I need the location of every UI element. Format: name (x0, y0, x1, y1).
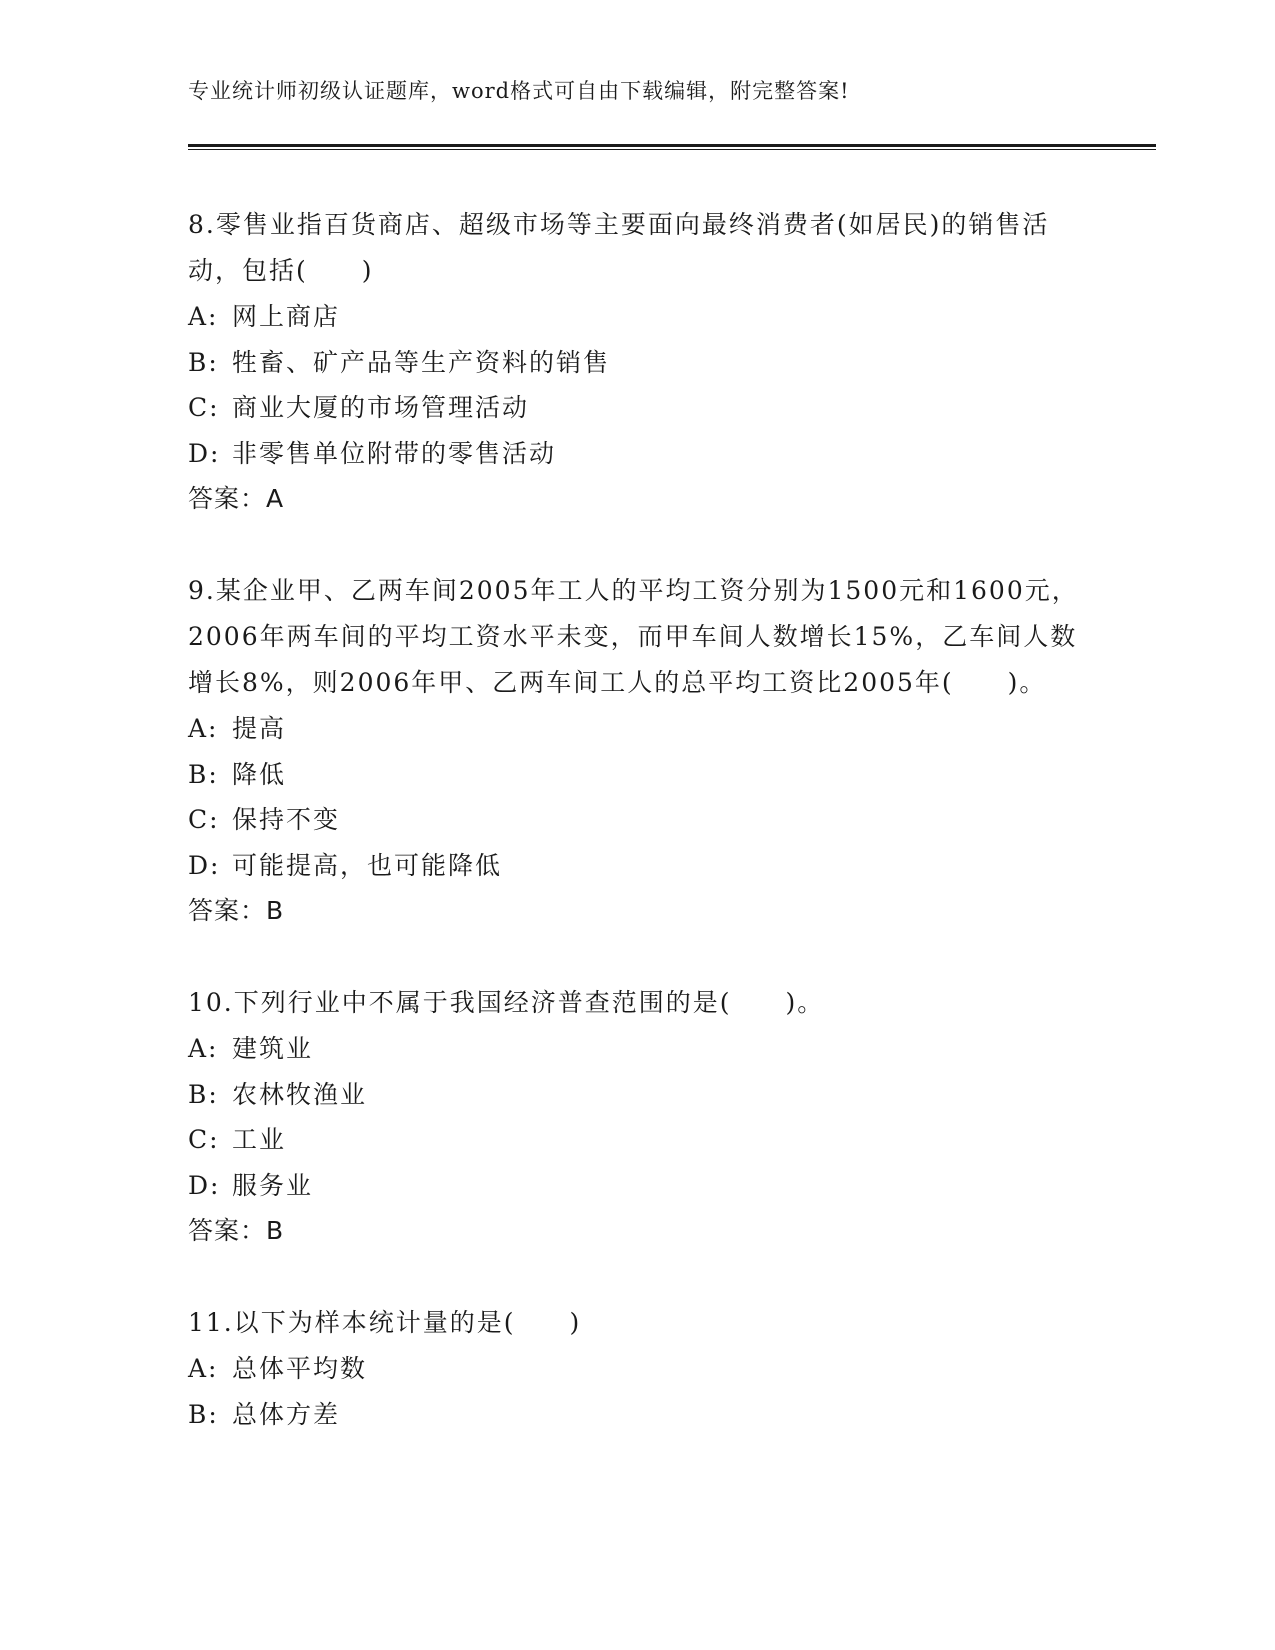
option-letter: C: (188, 393, 220, 422)
option-a (188, 706, 1088, 752)
option-letter: A: (188, 1034, 219, 1063)
answer-line: 答案：B (188, 1216, 285, 1245)
option-text: 总体平均数 (232, 1354, 368, 1383)
option-a (188, 1346, 1088, 1392)
option-text: 降低 (232, 759, 287, 789)
option-a (188, 1026, 1088, 1072)
option-b (188, 340, 1088, 386)
question-9 (188, 568, 1088, 934)
header-rule-thin (188, 149, 1156, 150)
option-b (188, 1072, 1088, 1118)
header-rule-thick (188, 144, 1156, 147)
option-d (188, 843, 1088, 889)
option-letter: A: (188, 714, 219, 743)
option-letter: D: (188, 438, 221, 468)
option-text: 总体方差 (232, 1399, 341, 1429)
option-letter: B: (188, 759, 219, 789)
question-10 (188, 980, 1088, 1254)
question-stem: 11.以下为样本统计量的是( ) (188, 1308, 582, 1337)
option-b (188, 1392, 1088, 1438)
option-letter: B: (188, 1079, 219, 1109)
question-list (188, 202, 1088, 1483)
option-c (188, 1117, 1088, 1163)
option-text: 服务业 (232, 1170, 314, 1200)
option-text: 工业 (232, 1125, 287, 1154)
page-header: 专业统计师初级认证题库，word格式可自由下载编辑，附完整答案! (188, 79, 850, 103)
option-text: 牲畜、矿产品等生产资料的销售 (232, 347, 611, 377)
option-d (188, 1163, 1088, 1209)
question-stem: 9.某企业甲、乙两车间2005年工人的平均工资分别为1500元和1600元，2006年两车间的平均工资水平未变，而甲车间人数增长15%，乙车间人数增长8%，则2006年甲、乙两车间工人的总平均工资比2005年( )。 (188, 576, 1079, 697)
option-text: 提高 (232, 714, 287, 743)
option-letter: C: (188, 1125, 220, 1154)
option-text: 建筑业 (232, 1034, 314, 1063)
option-text: 商业大厦的市场管理活动 (232, 393, 530, 422)
option-text: 农林牧渔业 (232, 1079, 368, 1109)
option-text: 保持不变 (232, 805, 341, 834)
question-stem: 8.零售业指百货商店、超级市场等主要面向最终消费者(如居民)的销售活动，包括( ) (188, 210, 1050, 285)
option-letter: A: (188, 1354, 219, 1383)
option-letter: B: (188, 347, 219, 377)
question-stem: 10.下列行业中不属于我国经济普查范围的是( )。 (188, 988, 825, 1017)
option-c (188, 385, 1088, 431)
option-letter: A: (188, 302, 219, 331)
option-text: 可能提高，也可能降低 (232, 850, 503, 880)
option-letter: B: (188, 1399, 219, 1429)
answer-line: 答案：B (188, 896, 285, 925)
option-letter: D: (188, 850, 221, 880)
answer-line: 答案：A (188, 484, 285, 513)
option-d (188, 431, 1088, 477)
option-a (188, 294, 1088, 340)
question-11 (188, 1300, 1088, 1437)
option-letter: C: (188, 805, 220, 834)
option-c (188, 797, 1088, 843)
option-text: 网上商店 (232, 302, 341, 331)
option-text: 非零售单位附带的零售活动 (232, 438, 557, 468)
option-letter: D: (188, 1170, 221, 1200)
question-8 (188, 202, 1088, 522)
option-b (188, 752, 1088, 798)
